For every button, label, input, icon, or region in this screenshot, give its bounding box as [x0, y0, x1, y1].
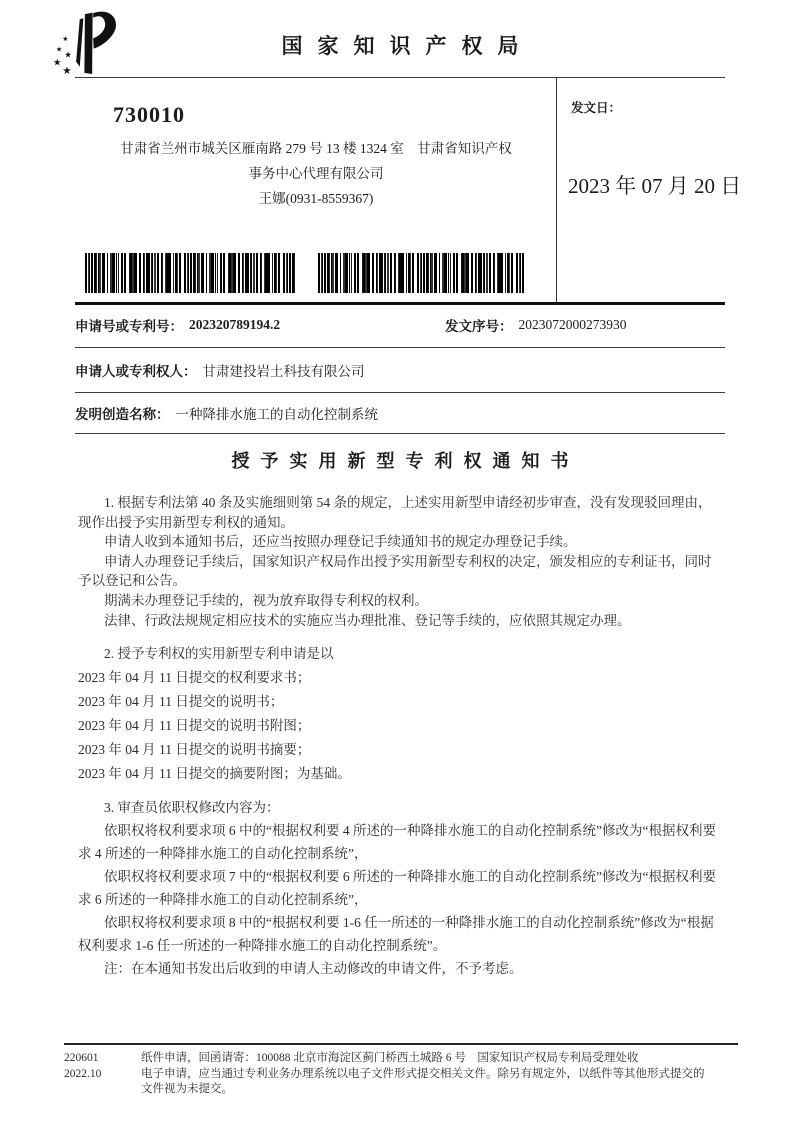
body-line: 依职权将权利要求项 7 中的“根据权利要 6 所述的一种降排水施工的自动化控制系统”修改为“根据权利要	[104, 869, 716, 885]
dispatch-date-label: 发文日：	[571, 101, 622, 115]
body-line: 权利要求 1-6 任一所述的一种降排水施工的自动化控制系统”。	[78, 938, 447, 954]
form-code-date: 2022.10	[64, 1067, 102, 1080]
notice-body	[78, 493, 738, 980]
footer-note-line: 文件视为未提交。	[141, 1083, 233, 1095]
svg-text:★: ★	[64, 50, 72, 60]
body-line: 2023 年 04 月 11 日提交的说明书；	[78, 694, 284, 710]
body-line: 1. 根据专利法第 40 条及实施细则第 54 条的规定，上述实用新型申请经初步审查，没有发现驳回理由，	[104, 495, 712, 510]
paragraph-3	[78, 796, 738, 980]
svg-text:★: ★	[56, 45, 63, 54]
barcode-left	[85, 253, 295, 293]
body-line: 2. 授予专利权的实用新型专利申请是以	[104, 646, 334, 662]
application-no-label: 申请号或专利号：	[75, 319, 183, 334]
applicant-name: 甘肃建投岩土科技有限公司	[202, 364, 365, 379]
page-footer	[64, 1043, 738, 1098]
svg-text:★: ★	[62, 34, 69, 43]
meta-table	[75, 303, 725, 434]
contact-line: 王娜(0931-8559367)	[258, 191, 374, 206]
footer-note-line: 纸件申请，回函请寄：100088 北京市海淀区蓟门桥西土城路 6 号 国家知识产权局专利局受理处收	[141, 1052, 639, 1064]
body-line: 依职权将权利要求项 8 中的“根据权利要 1-6 任一所述的一种降排水施工的自动化控制系统”修改为“根据	[104, 915, 714, 931]
invention-title: 一种降排水施工的自动化控制系统	[175, 407, 378, 422]
recipient-dispatch-box	[75, 78, 742, 305]
body-line: 2023 年 04 月 11 日提交的说明书摘要；	[78, 742, 311, 758]
serial-no-label: 发文序号：	[445, 319, 513, 334]
body-line: 求 4 所述的一种降排水施工的自动化控制系统”，	[78, 846, 368, 862]
dispatch-block	[556, 78, 742, 302]
barcode-right	[318, 253, 525, 293]
body-line: 注：在本通知书发出后收到的申请人主动修改的申请文件，不予考虑。	[104, 961, 523, 977]
body-line: 2023 年 04 月 11 日提交的说明书附图；	[78, 718, 311, 734]
address-line: 甘肃省兰州市城关区雁南路 279 号 13 楼 1324 室 甘肃省知识产权	[120, 141, 512, 156]
agency-title: 国家知识产权局	[281, 34, 534, 58]
recipient-address	[81, 136, 551, 211]
footer-note-line: 电子申请，应当通过专利业务办理系统以电子文件形式提交相关文件。除另有规定外，以纸件等其他形式提交的	[141, 1067, 705, 1080]
serial-no: 2023072000273930	[518, 317, 627, 332]
svg-text:★: ★	[62, 65, 72, 76]
form-codes	[64, 1051, 141, 1098]
form-code: 220601	[64, 1052, 99, 1064]
svg-text:★: ★	[52, 58, 62, 69]
body-line: 申请人办理登记手续后，国家知识产权局作出授予实用新型专利权的决定，颁发相应的专利证书，同时	[104, 553, 712, 569]
body-line: 2023 年 04 月 11 日提交的权利要求书；	[78, 670, 311, 686]
body-line: 期满未办理登记手续的，视为放弃取得专利权的权利。	[104, 592, 428, 608]
meta-row-invention	[75, 393, 725, 434]
recipient-block	[75, 78, 556, 302]
paragraph-1	[78, 493, 738, 630]
footer-notes	[141, 1051, 738, 1098]
postcode: 730010	[113, 102, 185, 127]
meta-row-application	[75, 303, 725, 348]
body-line: 求 6 所述的一种降排水施工的自动化控制系统”，	[78, 892, 368, 908]
meta-row-applicant	[75, 348, 725, 393]
body-line: 申请人收到本通知书后，还应当按照办理登记手续通知书的规定办理登记手续。	[104, 534, 577, 550]
body-line: 依职权将权利要求项 6 中的“根据权利要 4 所述的一种降排水施工的自动化控制系统”修改为“根据权利要	[104, 823, 716, 839]
applicant-label: 申请人或专利权人：	[75, 364, 197, 379]
dispatch-date: 2023 年 07 月 20 日	[568, 174, 742, 198]
application-no: 202320789194.2	[189, 317, 281, 332]
invention-title-label: 发明创造名称：	[75, 407, 170, 422]
body-line: 现作出授予实用新型专利权的通知。	[78, 514, 294, 530]
body-line: 予以登记和公告。	[78, 573, 186, 589]
paragraph-2	[78, 642, 738, 786]
notice-title: 授予实用新型专利权通知书	[231, 451, 580, 471]
body-line: 法律、行政法规规定相应技术的实施应当办理批准、登记等手续的，应依照其规定办理。	[104, 612, 631, 628]
company-line: 事务中心代理有限公司	[248, 166, 384, 181]
body-line: 2023 年 04 月 11 日提交的摘要附图；为基础。	[78, 766, 351, 782]
body-line: 3. 审查员依职权修改内容为：	[104, 800, 280, 816]
